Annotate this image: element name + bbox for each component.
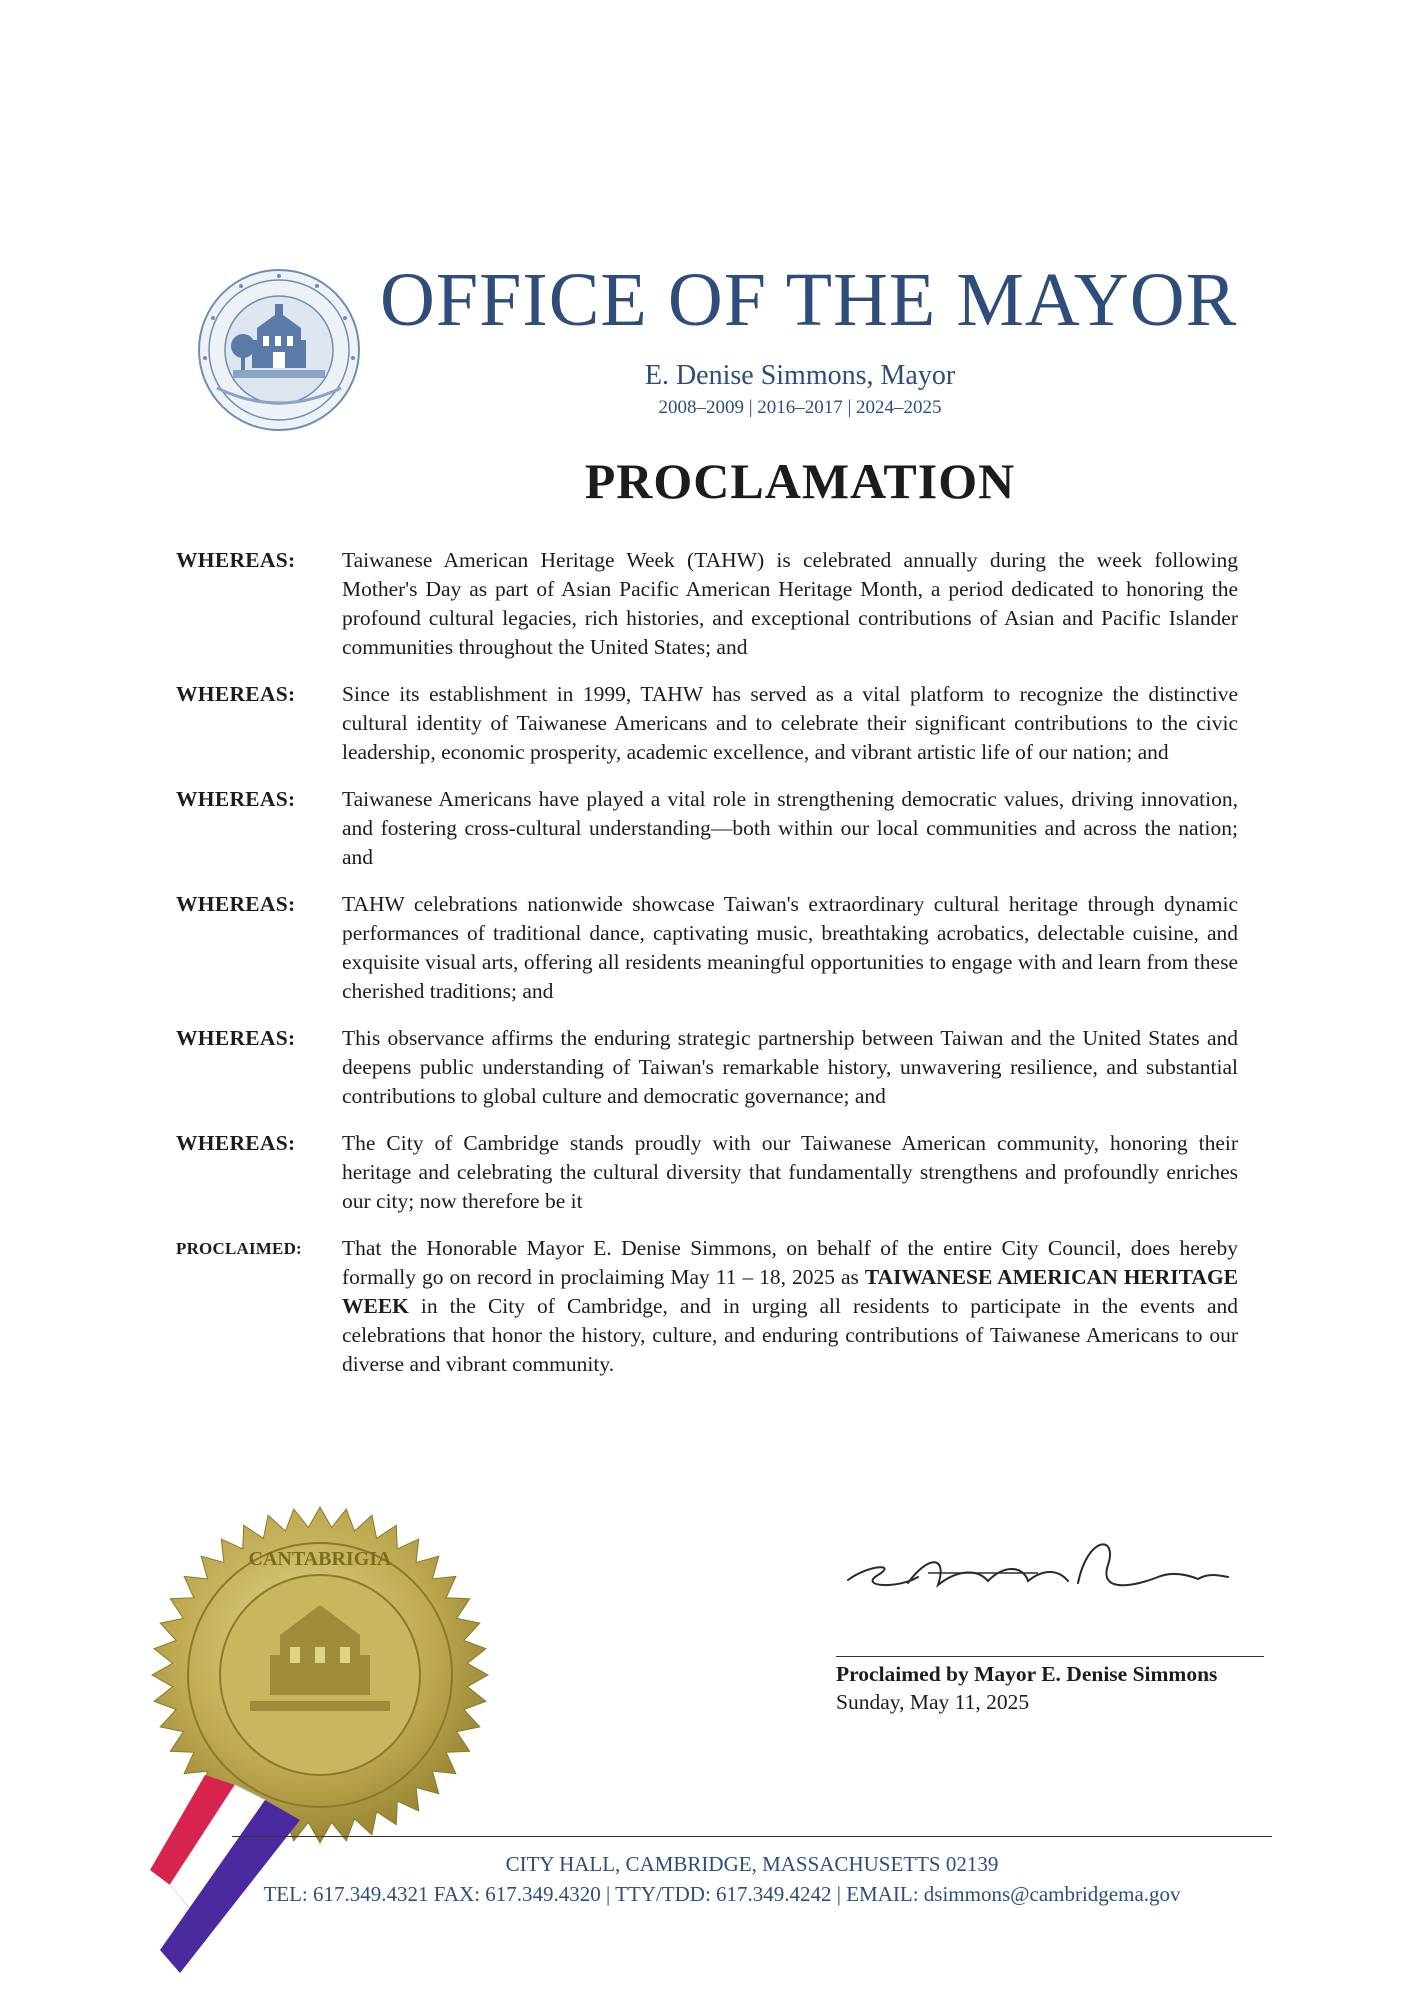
whereas-clause [176,680,1238,767]
mayor-terms: 2008–2009 | 2016–2017 | 2024–2025 [658,397,942,418]
proclaimed-text-start: That the Honorable Mayor E. Denise Simmons, on behalf of the entire City Council, does hereby formally go on record in proclaiming May 11 – 18, 2025 as [342,1236,1238,1289]
clause-label: WHEREAS: [176,892,296,916]
clause-label: WHEREAS: [176,1131,296,1155]
clause-label: WHEREAS: [176,1026,296,1050]
signature-date: Sunday, May 11, 2025 [836,1690,1030,1714]
clause-text: TAHW celebrations nationwide showcase Taiwan's extraordinary cultural heritage through dynamic performances of traditional dance, captivating music, breathtaking acrobatics, delectable cuisine, and exquisite visual arts, offering all residents meaningful opportunities to engage with and learn from these cherished traditions; and [342,892,1238,1003]
office-title: OFFICE OF THE MAYOR [380,258,1238,342]
whereas-clause [176,1024,1238,1111]
signature-line [836,1656,1264,1657]
mayor-name: E. Denise Simmons, Mayor [644,360,956,391]
clause-label: WHEREAS: [176,548,296,572]
clauses-list [176,546,1238,1379]
whereas-clause [176,890,1238,1006]
clause-text: The City of Cambridge stands proudly with our Taiwanese American community, honoring their heritage and celebrating the cultural diversity that fundamentally strengthens and profoundly enriches our city; now therefore be it [342,1131,1238,1213]
ribbon-decoration [150,1775,340,1975]
clause-text: Taiwanese American Heritage Week (TAHW) is celebrated annually during the week following Mother's Day as part of Asian Pacific American Heritage Month, a period dedicated to honoring the profound cultural legacies, rich histories, and exceptional contributions of Asian and Pacific Islander communities throughout the United States; and [342,548,1238,659]
footer-address: CITY HALL, CAMBRIDGE, MASSACHUSETTS 02139 [505,1852,999,1876]
whereas-clause [176,546,1238,662]
city-seal-logo [197,268,361,432]
proclaimed-clause [176,1234,1238,1379]
clause-label: WHEREAS: [176,682,296,706]
clause-label: PROCLAIMED: [176,1239,302,1258]
svg-text:CANTABRIGIA: CANTABRIGIA [248,1548,392,1570]
whereas-clause [176,1129,1238,1216]
clause-label: WHEREAS: [176,787,296,811]
signature-title: Proclaimed by Mayor E. Denise Simmons [836,1662,1218,1686]
clause-text: Since its establishment in 1999, TAHW has served as a vital platform to recognize the distinctive cultural identity of Taiwanese Americans and to celebrate their significant contributions to the civic leadership, economic prosperity, academic excellence, and vibrant artistic life of our nation; and [342,682,1238,764]
clause-text: This observance affirms the enduring strategic partnership between Taiwan and the United States and deepens public understanding of Taiwan's remarkable history, unwavering resilience, and substantial contributions to global culture and democratic governance; and [342,1026,1238,1108]
footer-contact: TEL: 617.349.4321 FAX: 617.349.4320 | TTY/TDD: 617.349.4242 | EMAIL: dsimmons@cambridgema.gov [263,1882,1181,1906]
proclamation-title: PROCLAMATION [584,453,1016,509]
proclaimed-week-name: TAIWANESE AMERICAN HERITAGE WEEK [342,1265,1239,1318]
whereas-clause [176,785,1238,872]
proclaimed-text-end: in the City of Cambridge, and in urging all residents to participate in the events and celebrations that honor the history, culture, and enduring contributions of Taiwanese Americans to our diverse and vibrant community. [342,1294,1238,1376]
clause-text: Taiwanese Americans have played a vital role in strengthening democratic values, driving innovation, and fostering cross-cultural understanding—both within our local communities and across the nation; and [342,787,1238,869]
mayor-signature [838,1525,1238,1605]
clause-text [342,1234,1238,1379]
footer-divider [232,1836,1272,1837]
